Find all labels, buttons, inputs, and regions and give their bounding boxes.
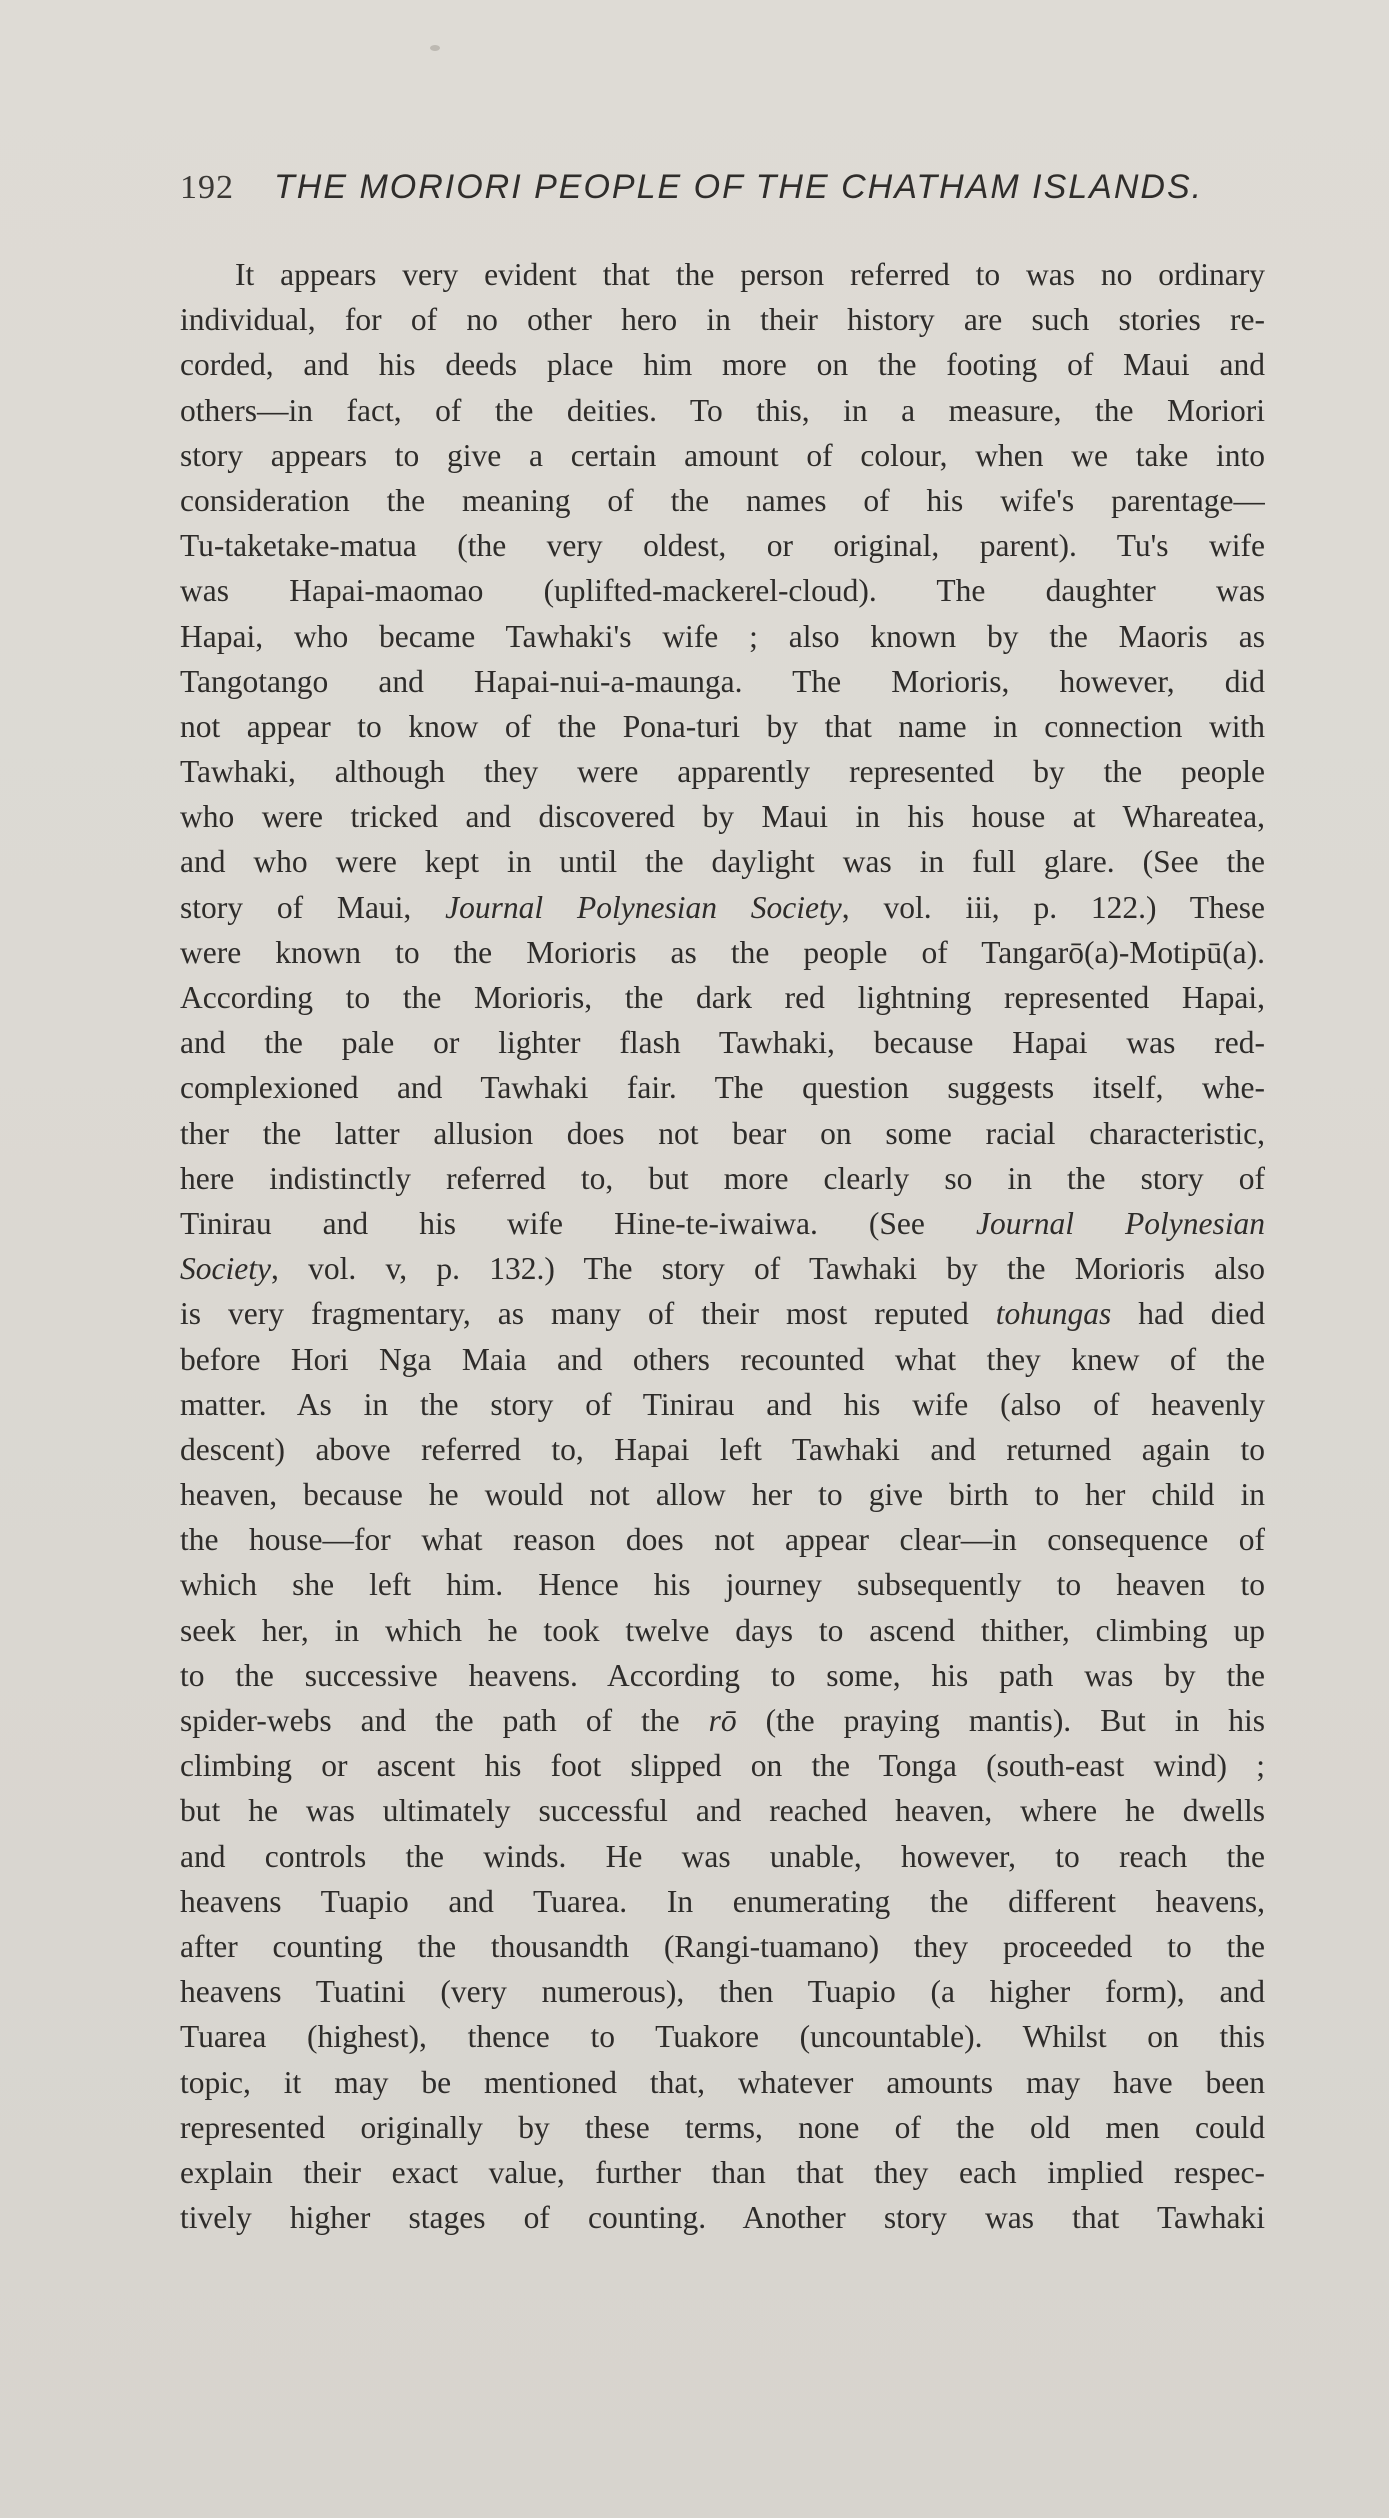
text-line: corded, and his deeds place him more on the footing of Maui and: [180, 347, 1265, 383]
text-line: but he was ultimately successful and reached heaven, where he dwells: [180, 1793, 1265, 1829]
text-line: to the successive heavens. According to some, his path was by the: [180, 1657, 1265, 1693]
text-line: ther the latter allusion does not bear on some racial characteristic,: [180, 1115, 1265, 1151]
text-line: descent) above referred to, Hapai left Tawhaki and returned again to: [180, 1431, 1265, 1467]
text-line: tively higher stages of counting. Another story was that Tawhaki: [180, 2200, 1265, 2236]
text-line: and the pale or lighter flash Tawhaki, because Hapai was red-: [180, 1025, 1265, 1061]
text-line: which she left him. Hence his journey subsequently to heaven to: [180, 1567, 1265, 1603]
text-line: According to the Morioris, the dark red lightning represented Hapai,: [180, 980, 1265, 1015]
text-line: complexioned and Tawhaki fair. The question suggests itself, whe-: [180, 1070, 1265, 1106]
text-line: was Hapai-maomao (uplifted-mackerel-cloud). The daughter was: [180, 573, 1265, 609]
text-line: and who were kept in until the daylight was in full glare. (See the: [180, 844, 1265, 880]
text-line: climbing or ascent his foot slipped on the Tonga (south-east wind) ;: [180, 1748, 1265, 1784]
page-number: 192: [180, 169, 234, 206]
text-line: individual, for of no other hero in their history are such stories re-: [180, 302, 1265, 338]
text-line: explain their exact value, further than that they each implied respec-: [180, 2154, 1265, 2190]
text-line: is very fragmentary, as many of their most reputed tohungas had died: [180, 1296, 1265, 1332]
text-line: were known to the Morioris as the people of Tangarō(a)-Motipū(a).: [180, 934, 1265, 970]
text-line: consideration the meaning of the names of his wife's parentage—: [180, 482, 1265, 518]
text-line: seek her, in which he took twelve days to ascend thither, climbing up: [180, 1612, 1265, 1648]
text-line: Tuarea (highest), thence to Tuakore (uncountable). Whilst on this: [180, 2019, 1265, 2055]
text-line: who were tricked and discovered by Maui in his house at Whareatea,: [180, 799, 1265, 835]
text-line: spider-webs and the path of the rō (the praying mantis). But in his: [180, 1703, 1265, 1738]
text-line: Tinirau and his wife Hine-te-iwaiwa. (See Journal Polynesian: [180, 1205, 1265, 1241]
running-title: THE MORIORI PEOPLE OF THE CHATHAM ISLANDS.: [274, 168, 1204, 206]
text-line: heavens Tuapio and Tuarea. In enumerating the different heavens,: [180, 1883, 1265, 1919]
text-line: and controls the winds. He was unable, however, to reach the: [180, 1838, 1265, 1874]
text-line: story appears to give a certain amount of colour, when we take into: [180, 437, 1265, 473]
text-line: here indistinctly referred to, but more clearly so in the story of: [180, 1160, 1265, 1196]
text-line: the house—for what reason does not appear clear—in consequence of: [180, 1522, 1265, 1558]
text-line: Tu-taketake-matua (the very oldest, or original, parent). Tu's wife: [180, 528, 1265, 564]
text-line: heavens Tuatini (very numerous), then Tuapio (a higher form), and: [180, 1974, 1265, 2010]
text-line: Tangotango and Hapai-nui-a-maunga. The Morioris, however, did: [180, 663, 1265, 699]
text-line: story of Maui, Journal Polynesian Society, vol. iii, p. 122.) These: [180, 889, 1265, 925]
text-line: after counting the thousandth (Rangi-tuamano) they proceeded to the: [180, 1928, 1265, 1964]
body-paragraph: [180, 252, 1265, 2240]
text-line: It appears very evident that the person referred to was no ordinary: [235, 257, 1265, 292]
text-line: not appear to know of the Pona-turi by that name in connection with: [180, 708, 1265, 744]
text-line: topic, it may be mentioned that, whatever amounts may have been: [180, 2064, 1265, 2100]
text-line: represented originally by these terms, none of the old men could: [180, 2109, 1265, 2145]
text-line: Hapai, who became Tawhaki's wife ; also known by the Maoris as: [180, 618, 1265, 654]
text-line: matter. As in the story of Tinirau and his wife (also of heavenly: [180, 1386, 1265, 1422]
text-line: before Hori Nga Maia and others recounted what they knew of the: [180, 1341, 1265, 1377]
text-line: Society, vol. v, p. 132.) The story of Tawhaki by the Morioris also: [180, 1251, 1265, 1287]
text-line: others—in fact, of the deities. To this, in a measure, the Moriori: [180, 392, 1265, 428]
text-line: Tawhaki, although they were apparently represented by the people: [180, 754, 1265, 790]
paper-speck: [430, 45, 440, 51]
text-line: heaven, because he would not allow her to give birth to her child in: [180, 1477, 1265, 1513]
running-head: [180, 168, 1260, 218]
